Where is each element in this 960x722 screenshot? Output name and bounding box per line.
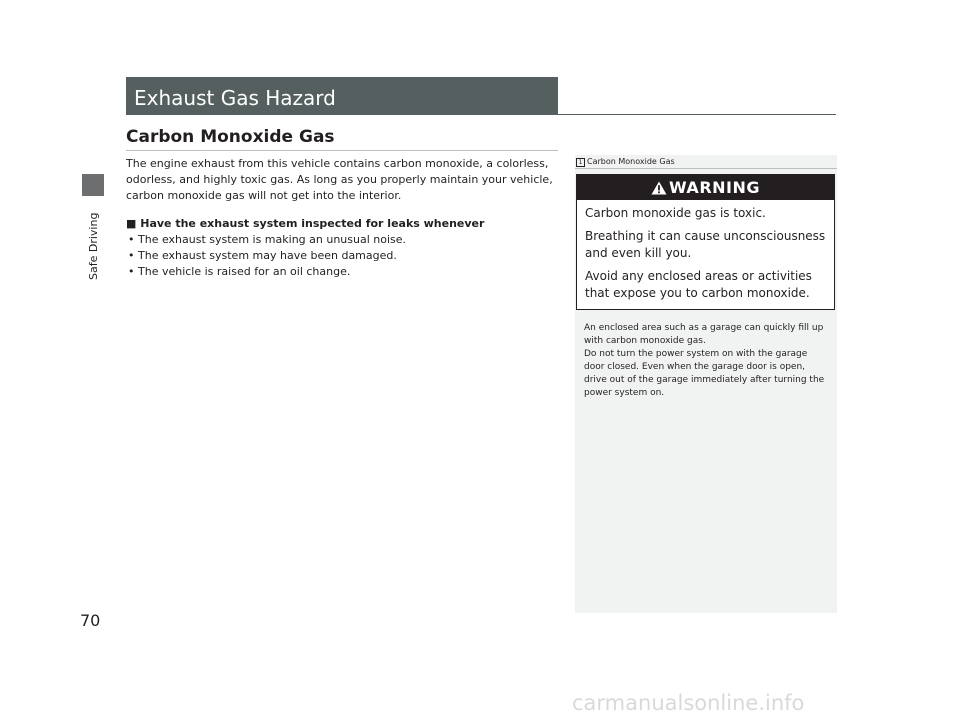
sidebar-reference[interactable] bbox=[576, 157, 675, 167]
watermark-text: carmanualsonline.info bbox=[572, 691, 805, 715]
list-item: • The exhaust system may have been damaged. bbox=[128, 249, 397, 262]
sidebar-reference-rule bbox=[575, 168, 837, 169]
warning-line: Carbon monoxide gas is toxic. bbox=[585, 206, 766, 220]
sidebar-note: An enclosed area such as a garage can quickly fill up with carbon monoxide gas. Do not turn the power system on with the garage door closed. Even when the garage door is open, drive out of the garage immediately after turning the power system on. bbox=[584, 323, 825, 398]
page-number: 70 bbox=[80, 611, 101, 630]
warning-box bbox=[576, 174, 835, 310]
warning-header bbox=[577, 175, 834, 200]
warning-line: Breathing it can cause unconsciousness and even kill you. bbox=[585, 229, 826, 260]
bullet-icon: • bbox=[128, 233, 135, 246]
intro-paragraph: The engine exhaust from this vehicle contains carbon monoxide, a colorless, odorless, and highly toxic gas. As long as you properly maintain your vehicle, carbon monoxide gas will not get into the interior. bbox=[126, 157, 553, 202]
side-tab-label: Safe Driving bbox=[87, 212, 100, 280]
section-tab-marker bbox=[82, 174, 104, 196]
sidebar-reference-title: Carbon Monoxide Gas bbox=[587, 157, 675, 166]
bullet-icon: • bbox=[128, 249, 135, 262]
section-heading-rule bbox=[126, 150, 558, 151]
warning-line: Avoid any enclosed areas or activities that expose you to carbon monoxide. bbox=[585, 269, 812, 300]
list-item: • The exhaust system is making an unusual noise. bbox=[128, 233, 407, 246]
page-title: Exhaust Gas Hazard bbox=[134, 86, 336, 110]
warning-triangle-icon bbox=[651, 181, 667, 195]
subheading-square-icon: ■ bbox=[126, 217, 137, 230]
list-item: • The vehicle is raised for an oil change. bbox=[128, 265, 351, 278]
warning-text bbox=[585, 205, 829, 308]
warning-label: WARNING bbox=[669, 178, 760, 197]
section-heading: Carbon Monoxide Gas bbox=[126, 127, 335, 147]
reference-marker-icon: 1 bbox=[576, 158, 585, 167]
bullet-icon: • bbox=[128, 265, 135, 278]
inspection-subheading bbox=[126, 216, 484, 232]
inspection-bullet-list bbox=[128, 232, 406, 280]
header-rule bbox=[558, 114, 836, 115]
subheading-text: Have the exhaust system inspected for leaks whenever bbox=[140, 217, 485, 230]
